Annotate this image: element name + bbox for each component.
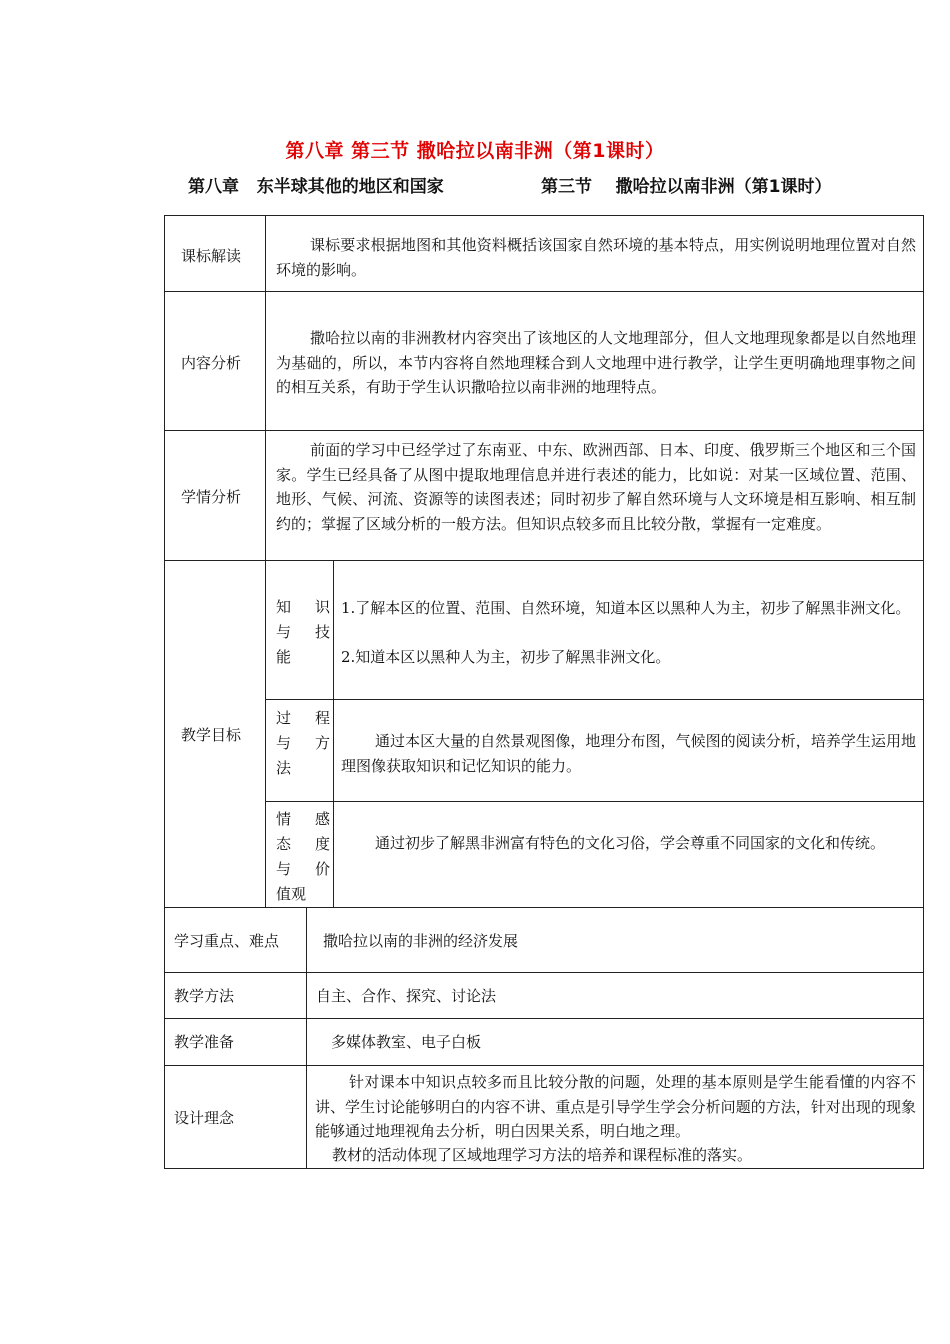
row-text-kebiao: 课标要求根据地图和其他资料概括该国家自然环境的基本特点，用实例说明地理位置对自然环境的影响。	[276, 236, 916, 279]
row-text-zhunbei: 多媒体教室、电子白板	[331, 1033, 482, 1051]
row-text-linian-1: 针对课本中知识点较多而且比较分散的问题，处理的基本原则是学生能看懂的内容不讲、学生讨论能够明白的内容不讲、重点是引导学生学会分析问题的方法，针对出现的现象能够通过地理视角去分析，明白因果关系，明白地之理。	[315, 1073, 916, 1140]
sublabel-zhishi	[276, 595, 330, 670]
row-divider	[164, 1065, 924, 1066]
row-label-zhunbei: 教学准备	[174, 1033, 235, 1051]
row-label-fangfa: 教学方法	[174, 987, 235, 1005]
row-divider	[164, 560, 924, 561]
row-text-fangfa: 自主、合作、探究、讨论法	[316, 987, 497, 1005]
row-text-xueqing: 前面的学习中已经学过了东南亚、中东、欧洲西部、日本、印度、俄罗斯三个地区和三个国家。学生已经具备了从图中提取地理信息并进行表述的能力，比如说：对某一区域位置、范围、地形、气候、河流、资源等的读图表述；同时初步了解自然环境与人文环境是相互影响、相互制约的；掌握了区域分析的一般方法。但知识点较多而且比较分散，掌握有一定难度。	[276, 441, 916, 533]
chapter-subtitle: 第八章 东半球其他的地区和国家	[188, 177, 444, 197]
char: 能	[276, 648, 292, 666]
goal-text-guocheng: 通过本区大量的自然景观图像，地理分布图，气候图的阅读分析，培养学生运用地理图像获取知识和记忆知识的能力。	[341, 732, 916, 775]
row-divider	[164, 291, 924, 292]
row-text-neirong: 撒哈拉以南的非洲教材内容突出了该地区的人文地理部分，但人文地理现象都是以自然地理为基础的，所以，本节内容将自然地理糅合到人文地理中进行教学，让学生更明确地理事物之间的相互关系，有助于学生认识撒哈拉以南非洲的地理特点。	[276, 329, 916, 396]
goal-text-zhishi-2: 2.知道本区以黑种人为主，初步了解黑非洲文化。	[341, 648, 671, 666]
document-title: 第八章 第三节 撒哈拉以南非洲（第1课时）	[285, 140, 665, 162]
char: 与	[276, 734, 292, 752]
lesson-plan-table-upper	[164, 215, 924, 908]
column-divider	[265, 215, 266, 908]
char: 法	[276, 759, 292, 777]
row-label-neirong: 内容分析	[181, 354, 242, 372]
char: 价	[314, 860, 330, 878]
sublabel-guocheng	[276, 706, 330, 781]
char: 情	[276, 810, 292, 828]
char: 值观	[276, 885, 307, 903]
goal-text-zhishi-1: 1.了解本区的位置、范围、自然环境，知道本区以黑种人为主，初步了解黑非洲文化。	[341, 599, 911, 617]
goal-text-qinggan: 通过初步了解黑非洲富有特色的文化习俗，学会尊重不同国家的文化和传统。	[375, 834, 886, 852]
char: 识	[314, 598, 330, 616]
row-label-mubiao: 教学目标	[181, 726, 242, 744]
row-divider	[164, 430, 924, 431]
char: 过	[276, 709, 292, 727]
row-label-linian: 设计理念	[174, 1109, 235, 1127]
row-text-linian-2: 教材的活动体现了区域地理学习方法的培养和课程标准的落实。	[332, 1146, 753, 1164]
section-subtitle: 第三节 撒哈拉以南非洲（第1课时）	[541, 177, 832, 197]
subrow-divider	[265, 699, 924, 700]
row-divider	[164, 972, 924, 973]
row-divider	[164, 1018, 924, 1019]
subrow-divider	[265, 801, 924, 802]
char: 知	[276, 598, 292, 616]
char: 感	[314, 810, 330, 828]
subcolumn-divider	[333, 560, 334, 908]
char: 度	[314, 835, 330, 853]
row-label-xueqing: 学情分析	[181, 488, 242, 506]
row-text-zhongdian: 撒哈拉以南的非洲的经济发展	[323, 932, 519, 950]
sublabel-qinggan	[276, 807, 330, 907]
column-divider	[306, 907, 307, 1169]
char: 程	[314, 709, 330, 727]
char: 方	[314, 734, 330, 752]
char: 态	[276, 835, 292, 853]
char: 技	[314, 623, 330, 641]
char: 与	[276, 860, 292, 878]
char: 与	[276, 623, 292, 641]
row-label-zhongdian: 学习重点、难点	[174, 932, 280, 950]
row-label-kebiao: 课标解读	[181, 247, 242, 265]
